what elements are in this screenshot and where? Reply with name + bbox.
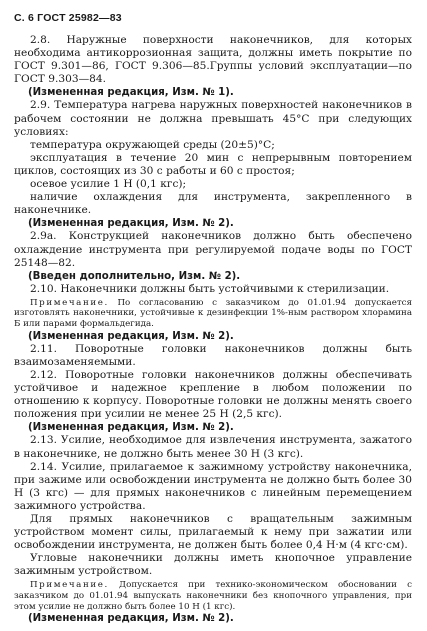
condition-temperature: температура окружающей среды (20±5)°С;: [30, 138, 275, 151]
note-button-control: [14, 580, 412, 612]
paragraph-2-13: 2.13. Усилие, необходимое для извлечения инструмента, зажатого в наконечнике, не должно быть менее 30 Н (3 кгс).: [14, 434, 412, 460]
note-label: Примечание.: [30, 297, 109, 308]
amendment-note: (Измененная редакция, Изм. № 2).: [28, 422, 234, 434]
amendment-note: (Измененная редакция, Изм. № 1).: [28, 87, 234, 99]
amendment-note: (Измененная редакция, Изм. № 2).: [28, 218, 234, 230]
note-text: По согласованию с заказчиком до 01.01.94 допускается изготовлять наконечники, устойчивые к дезинфекции 1%-ным раствором хлорамина Б или парами формальдегида.: [14, 297, 412, 330]
condition-axial-force: осевое усилие 1 Н (0,1 кгс);: [30, 178, 187, 191]
amendment-note: (Измененная редакция, Изм. № 2).: [28, 330, 234, 342]
paragraph-2-12: 2.12. Поворотные головки наконечников должны обеспечивать устойчивое и надежное крепление в любом положении по отношению к корпусу. Поворотные головки не должны менять своего положения при усилии не менее 25 Н (2,5 кгс).: [14, 368, 412, 421]
note-text: Допускается при технико-экономическом обосновании с заказчиком до 01.01.94 выпускать наконечники без кнопочного управления, при этом усилие не должно быть более 10 Н (1 кгс).: [14, 580, 412, 612]
paragraph-2-11: 2.11. Поворотные головки наконечников должны быть взаимозаменяемыми.: [14, 342, 412, 368]
paragraph-2-9: 2.9. Температура нагрева наружных поверхностей наконечников в рабочем состоянии не должна превышать 45°С при следующих условиях:: [14, 99, 412, 138]
paragraph-angled-handpieces: Угловые наконечники должны иметь кнопочное управление зажимным устройством.: [14, 552, 412, 578]
amendment-note: (Введен дополнительно, Изм. № 2).: [28, 270, 241, 282]
paragraph-2-10: 2.10. Наконечники должны быть устойчивыми к стерилизации.: [30, 282, 390, 295]
paragraph-2-8: 2.8. Наружные поверхности наконечников, для которых необходима антикоррозионная защита, должны иметь покрытие по ГОСТ 9.301—86, ГОСТ 9.306—85.Группы условий эксплуатации—по ГОСТ 9.303—84.: [14, 34, 412, 86]
paragraph-2-14: 2.14. Усилие, прилагаемое к зажимному устройству наконечника, при зажиме или освобождении инструмента не должно быть более 30 Н (3 кгс) — для прямых наконечников с линейным перемещением зажимного устройства.: [14, 460, 412, 512]
page-header: С. 6 ГОСТ 25982—83: [14, 12, 122, 24]
document-body: [14, 34, 412, 625]
paragraph-2-9a: 2.9а. Конструкцией наконечников должно быть обеспечено охлаждение инструмента при регулируемой подаче воды по ГОСТ 25148—82.: [14, 230, 412, 269]
note-label: Примечание.: [30, 580, 109, 591]
paragraph-rotary-clamp: Для прямых наконечников с вращательным зажимным устройством момент силы, прилагаемый к нему при зажатии или освобождении инструмента, не должен быть более 0,4 Н·м (4 кгс·см).: [14, 512, 412, 552]
amendment-note: (Измененная редакция, Изм. № 2).: [28, 613, 234, 625]
condition-operation: эксплуатация в течение 20 мин с непрерывным повторением циклов, состоящих из 30 с работы и 60 с простоя;: [14, 151, 412, 177]
note-sterilization: [14, 298, 412, 330]
condition-cooling: наличие охлаждения для инструмента, закрепленного в наконечнике.: [14, 191, 412, 217]
